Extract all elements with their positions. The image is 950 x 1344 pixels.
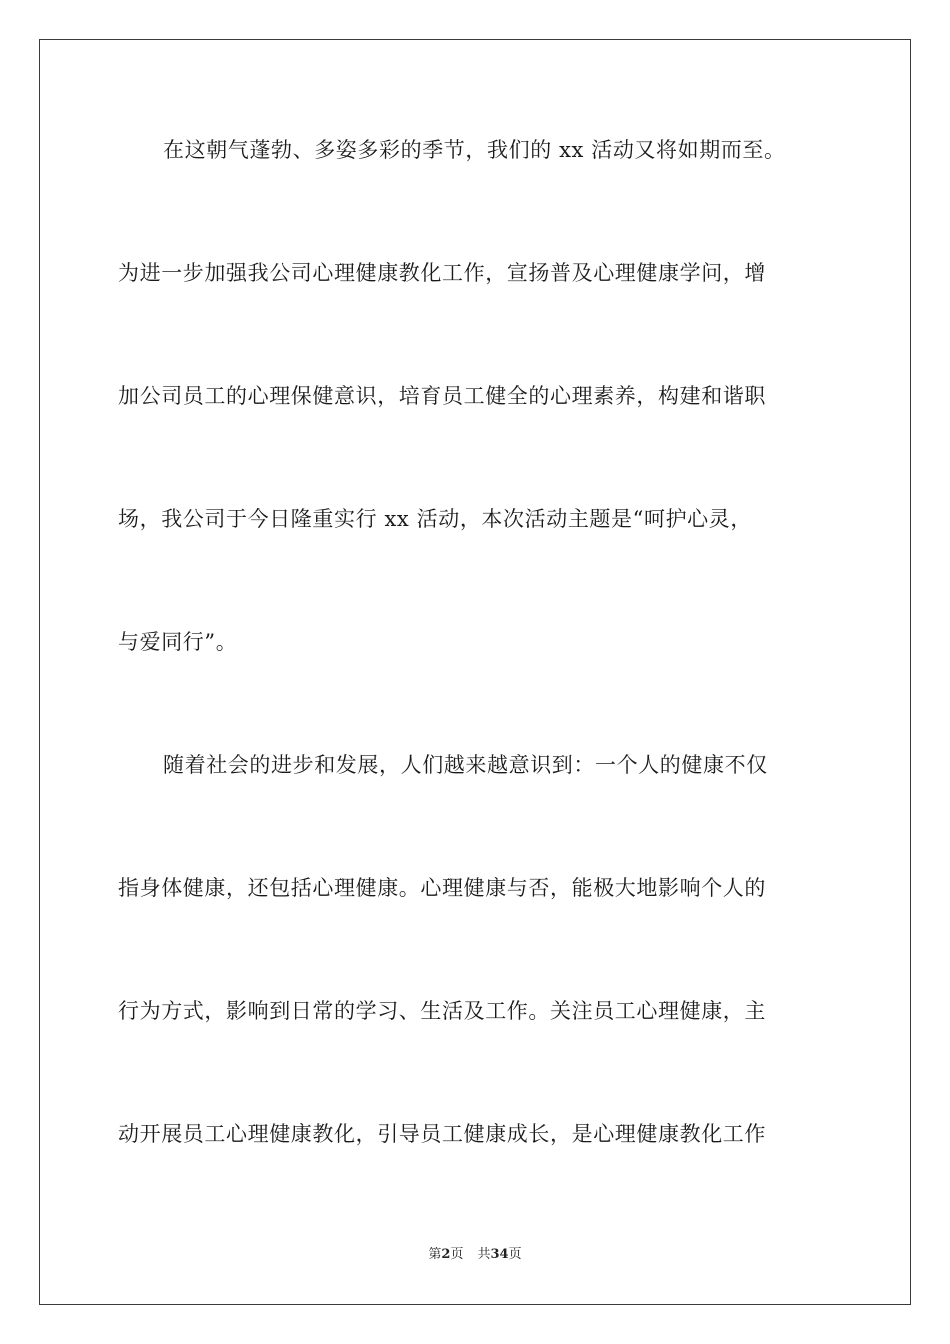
paragraph-1-line-3: 加公司员工的心理保健意识，培育员工健全的心理素养，构建和谐职: [118, 384, 766, 408]
paragraph-1-line-1: 在这朝气蓬勃、多姿多彩的季节，我们的 xx 活动又将如期而至。: [163, 138, 786, 162]
total-suffix: 页: [508, 1247, 522, 1262]
paragraph-1-line-4: 场，我公司于今日隆重实行 xx 活动，本次活动主题是“呵护心灵，: [118, 507, 752, 531]
page-suffix: 页: [450, 1247, 464, 1262]
paragraph-1-line-5: 与爱同行”。: [118, 630, 238, 654]
total-prefix: 共: [477, 1247, 491, 1262]
total-page-count: 34: [490, 1247, 509, 1262]
paragraph-2-line-1: 随着社会的进步和发展，人们越来越意识到：一个人的健康不仅: [163, 753, 768, 777]
paragraph-2-line-2: 指身体健康，还包括心理健康。心理健康与否，能极大地影响个人的: [118, 876, 766, 900]
page-border: [39, 39, 911, 1305]
paragraph-2-line-4: 动开展员工心理健康教化，引导员工健康成长，是心理健康教化工作: [118, 1122, 766, 1146]
page-prefix: 第: [428, 1247, 442, 1262]
current-page-number: 2: [441, 1247, 451, 1262]
paragraph-1-line-2: 为进一步加强我公司心理健康教化工作，宣扬普及心理健康学问，增: [118, 261, 766, 285]
page-footer: [0, 1246, 950, 1264]
paragraph-2-line-3: 行为方式，影响到日常的学习、生活及工作。关注员工心理健康，主: [118, 999, 766, 1023]
